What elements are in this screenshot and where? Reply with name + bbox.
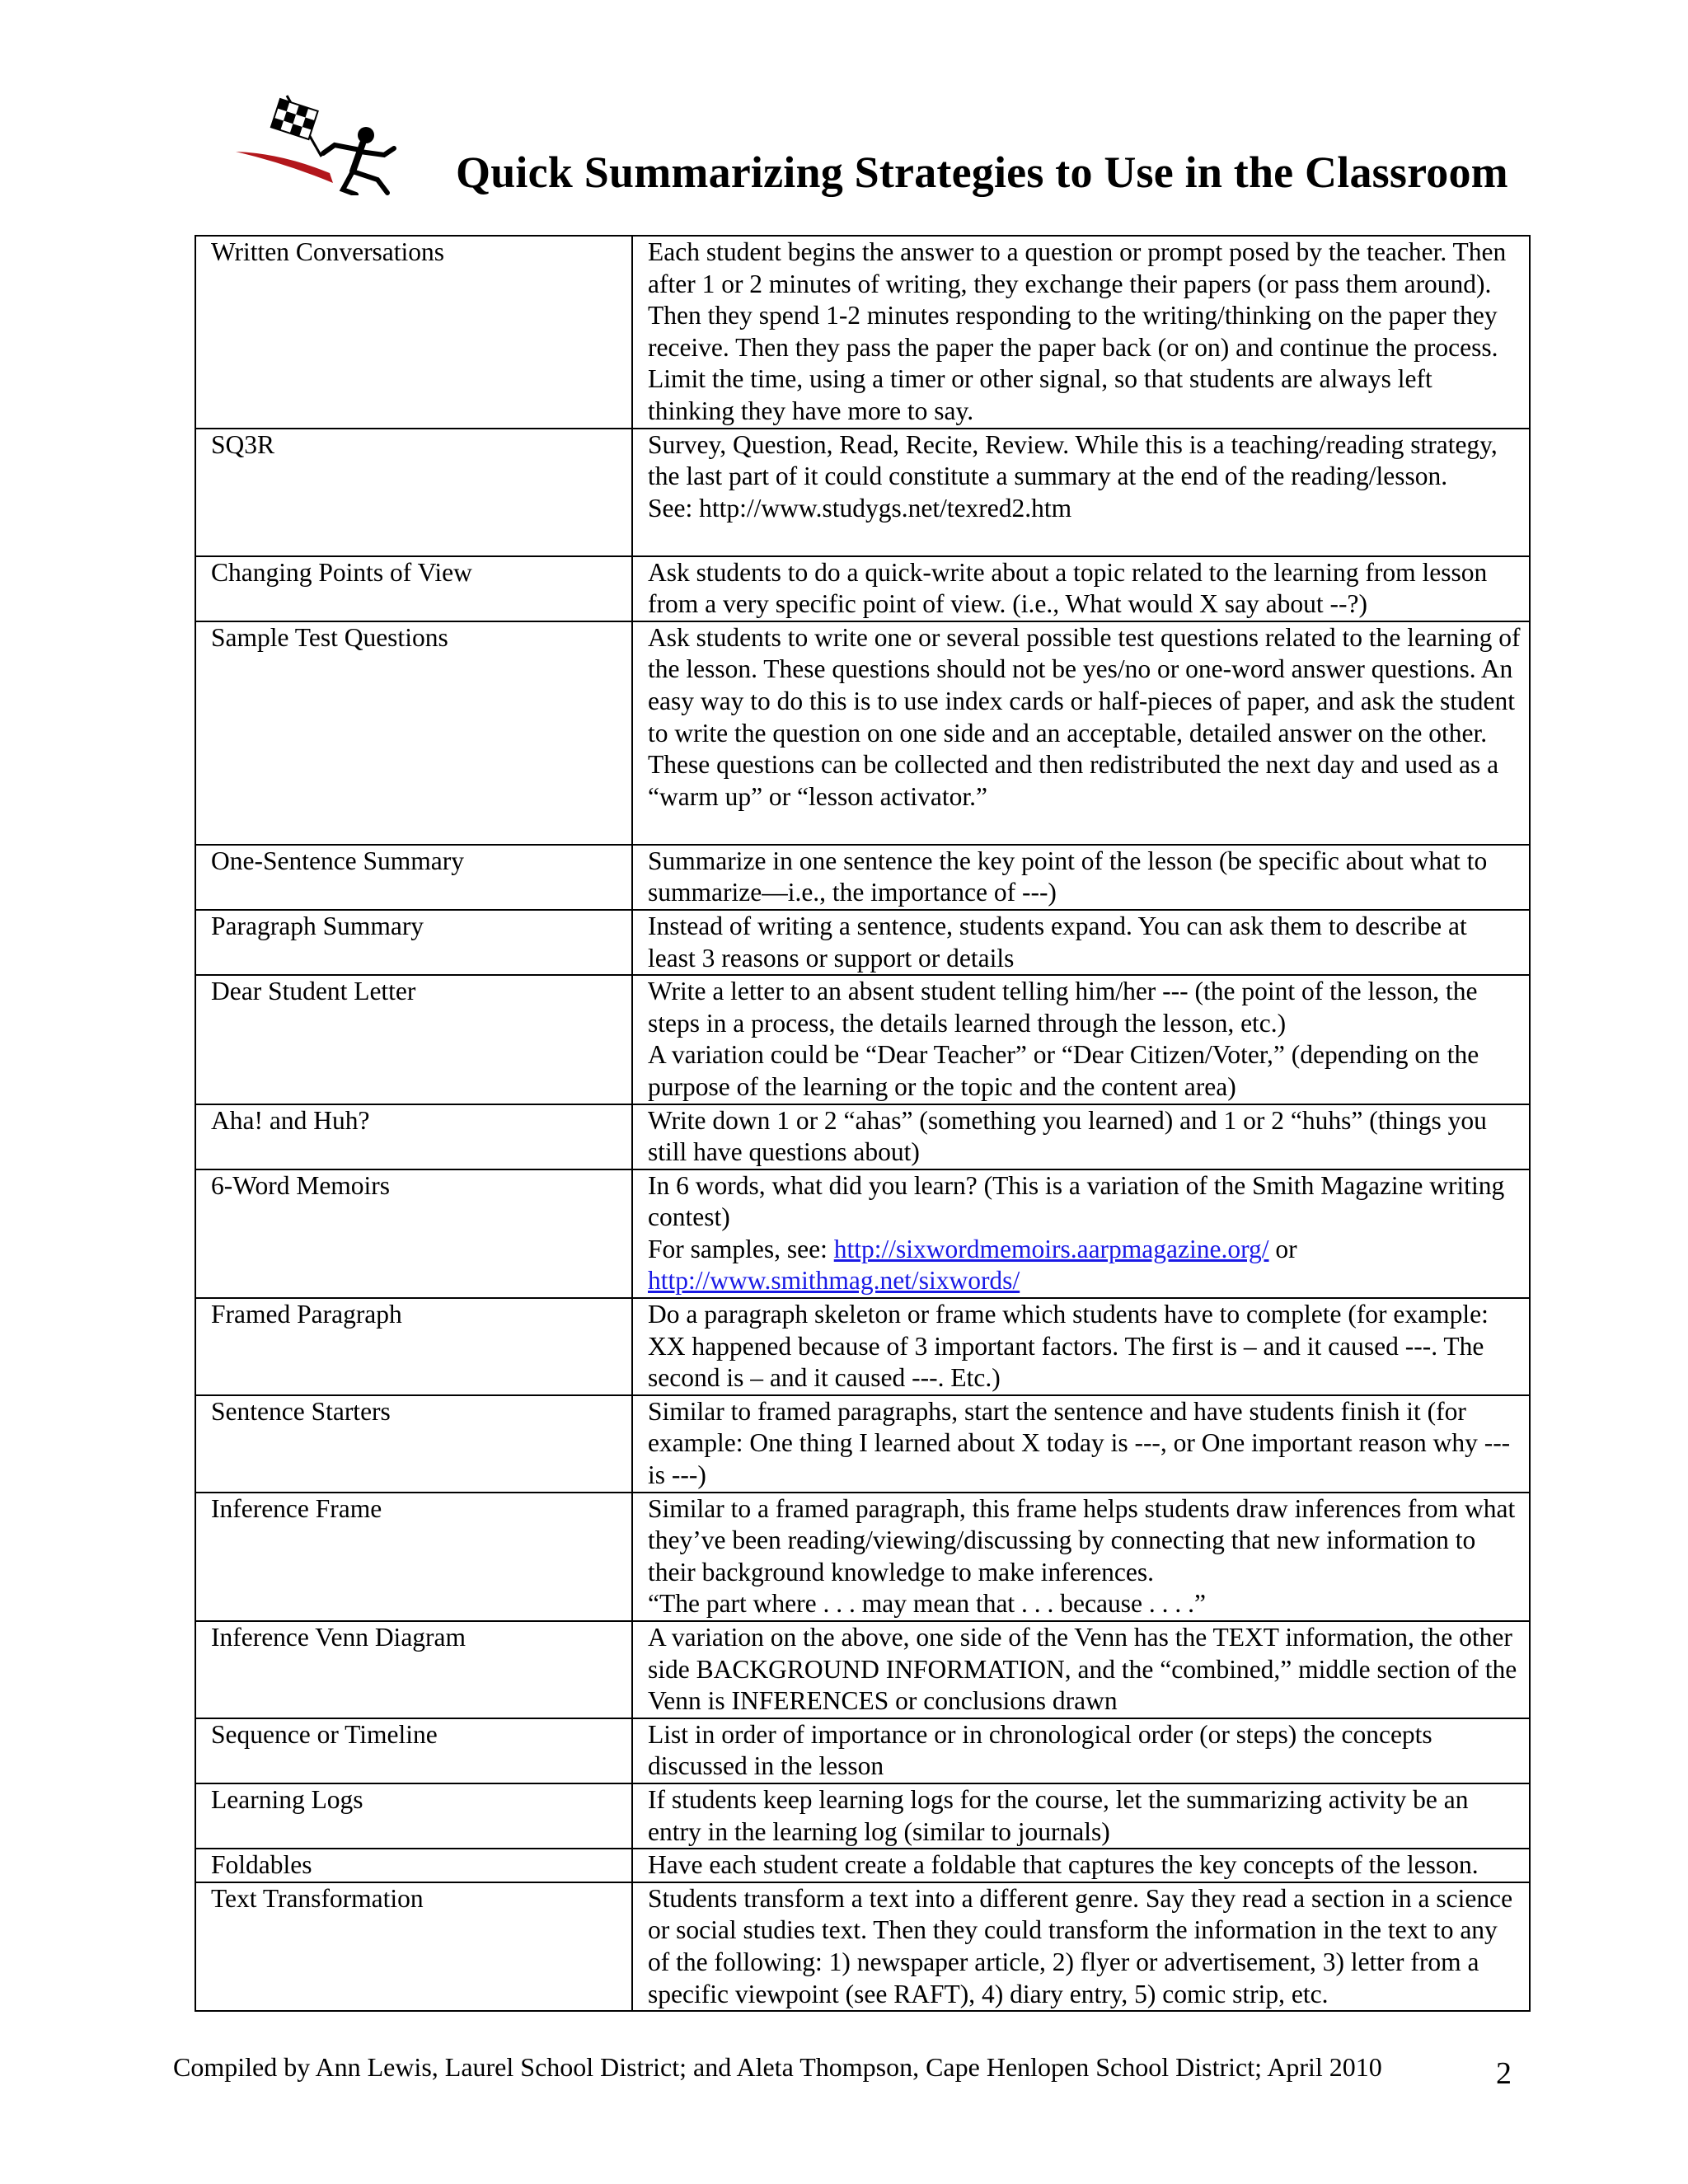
- strategy-description: [632, 429, 1530, 556]
- strategy-name: Learning Logs: [195, 1783, 632, 1849]
- strategy-name: Foldables: [195, 1849, 632, 1882]
- description-paragraph: Each student begins the answer to a question or prompt posed by the teacher. Then after 1 or 2 minutes of writing, they exchange their papers (or pass them around). Then they spend 1-2 minutes responding to the writing/thinking on the paper they receive. Then they pass the paper the paper back (or on) and continue the process. Limit the time, using a timer or other signal, so that students are always left thinking they have more to say.: [648, 237, 1507, 425]
- table-row: [195, 1621, 1530, 1718]
- strategy-description: [632, 845, 1530, 910]
- strategy-name: Sentence Starters: [195, 1395, 632, 1493]
- description-paragraph: Have each student create a foldable that captures the key concepts of the lesson.: [648, 1850, 1479, 1880]
- strategy-description: [632, 556, 1530, 621]
- strategy-name: One-Sentence Summary: [195, 845, 632, 910]
- description-paragraph: Students transform a text into a different genre. Say they read a section in a science or social studies text. Then they could transform the information in the text to any of the following: 1) newspaper article, 2) flyer or advertisement, 3) letter from a specific viewpoint (see RAFT), 4) diary entry, 5) comic strip, etc.: [648, 1883, 1513, 2008]
- strategy-name: Aha! and Huh?: [195, 1104, 632, 1169]
- strategy-description: [632, 621, 1530, 845]
- strategy-name: Inference Frame: [195, 1493, 632, 1621]
- description-paragraph: Ask students to write one or several possible test questions related to the learning of the lesson. These questions should not be yes/no or one-word answer questions. An easy way to do this is to use index cards or half-pieces of paper, and ask the student to write the question on one side and an acceptable, detailed answer on the other.: [648, 622, 1521, 748]
- strategy-description: [632, 1718, 1530, 1783]
- table-row: [195, 621, 1530, 845]
- description-paragraph: In 6 words, what did you learn? (This is a variation of the Smith Magazine writing contest): [648, 1170, 1505, 1232]
- strategy-name: 6-Word Memoirs: [195, 1169, 632, 1298]
- strategy-name: Sequence or Timeline: [195, 1718, 632, 1783]
- samples-prefix: For samples, see:: [648, 1234, 834, 1263]
- memoir-samples-line: [648, 1234, 1521, 1297]
- table-row: [195, 1882, 1530, 2011]
- strategy-description: [632, 975, 1530, 1104]
- checkered-flag-runner-logo: [232, 92, 410, 195]
- table-row: [195, 236, 1530, 429]
- strategy-description: [632, 1849, 1530, 1882]
- strategy-description: [632, 910, 1530, 975]
- strategy-description: [632, 1493, 1530, 1621]
- samples-connector: or: [1268, 1234, 1297, 1263]
- table-row: [195, 1718, 1530, 1783]
- smithmag-link[interactable]: http://www.smithmag.net/sixwords/: [648, 1266, 1020, 1296]
- strategy-name: Dear Student Letter: [195, 975, 632, 1104]
- description-paragraph: Write a letter to an absent student telling him/her --- (the point of the lesson, the steps in a process, the details learned through the lesson, etc.): [648, 977, 1478, 1038]
- footer-credit: Compiled by Ann Lewis, Laurel School District; and Aleta Thompson, Cape Henlopen School District; April 2010: [173, 2052, 1382, 2082]
- description-paragraph: List in order of importance or in chronological order (or steps) the concepts discussed in the lesson: [648, 1719, 1432, 1781]
- strategy-name: Written Conversations: [195, 236, 632, 429]
- strategy-description: [632, 1882, 1530, 2011]
- strategies-table: [195, 235, 1531, 2012]
- description-paragraph: Instead of writing a sentence, students expand. You can ask them to describe at least 3 reasons or support or details: [648, 911, 1467, 972]
- description-paragraph: Summarize in one sentence the key point of the lesson (be specific about what to summarize—i.e., the importance of ---): [648, 846, 1488, 907]
- description-paragraph: “The part where . . . may mean that . . . because . . . .”: [648, 1589, 1206, 1619]
- table-row: [195, 845, 1530, 910]
- description-paragraph: Do a paragraph skeleton or frame which students have to complete (for example: XX happened because of 3 important factors. The first is – and it caused ---. The second is – and it caused ---. Etc.): [648, 1300, 1489, 1393]
- table-row: [195, 1395, 1530, 1493]
- strategy-description: [632, 1783, 1530, 1849]
- description-paragraph: A variation could be “Dear Teacher” or “Dear Citizen/Voter,” (depending on the purpose of the learning or the topic and the content area): [648, 1040, 1479, 1101]
- strategy-name: Framed Paragraph: [195, 1298, 632, 1395]
- description-paragraph: Ask students to do a quick-write about a topic related to the learning from lesson from a very specific point of view. (i.e., What would X say about --?): [648, 557, 1488, 619]
- description-paragraph: Similar to a framed paragraph, this frame helps students draw inferences from what they’ve been reading/viewing/discussing by connecting that new information to their background knowledge to make inferences.: [648, 1493, 1516, 1586]
- table-row: [195, 1169, 1530, 1298]
- strategy-name: SQ3R: [195, 429, 632, 556]
- table-row: [195, 556, 1530, 621]
- page-title: Quick Summarizing Strategies to Use in the Classroom: [456, 148, 1508, 197]
- strategy-description: [632, 1169, 1530, 1298]
- table-row: [195, 1493, 1530, 1621]
- strategy-description: [632, 236, 1530, 429]
- description-paragraph: A variation on the above, one side of the Venn has the TEXT information, the other side BACKGROUND INFORMATION, and the “combined,” middle section of the Venn is INFERENCES or conclusions drawn: [648, 1623, 1517, 1716]
- strategy-description: [632, 1395, 1530, 1493]
- description-paragraph: These questions can be collected and then redistributed the next day and used as a “warm up” or “lesson activator.”: [648, 750, 1499, 811]
- description-paragraph: Write down 1 or 2 “ahas” (something you learned) and 1 or 2 “huhs” (things you still have questions about): [648, 1105, 1487, 1167]
- page-number: 2: [1496, 2056, 1512, 2091]
- table-row: [195, 1104, 1530, 1169]
- table-row: [195, 975, 1530, 1104]
- description-paragraph: Similar to framed paragraphs, start the sentence and have students finish it (for example: One thing I learned about X today is ---, or One important reason why --- is ---): [648, 1396, 1511, 1490]
- table-row: [195, 1849, 1530, 1882]
- strategy-description: [632, 1298, 1530, 1395]
- table-row: [195, 910, 1530, 975]
- strategy-name: Sample Test Questions: [195, 621, 632, 845]
- strategy-description: [632, 1621, 1530, 1718]
- table-row: [195, 1298, 1530, 1395]
- table-row: [195, 429, 1530, 556]
- strategy-description: [632, 1104, 1530, 1169]
- description-paragraph: Survey, Question, Read, Recite, Review. While this is a teaching/reading strategy, the last part of it could constitute a summary at the end of the reading/lesson.: [648, 429, 1498, 491]
- strategy-name: Paragraph Summary: [195, 910, 632, 975]
- strategy-name: Inference Venn Diagram: [195, 1621, 632, 1718]
- description-paragraph: If students keep learning logs for the course, let the summarizing activity be an entry in the learning log (similar to journals): [648, 1784, 1469, 1846]
- table-row: [195, 1783, 1530, 1849]
- strategy-name: Text Transformation: [195, 1882, 632, 2011]
- strategies-table-body: [195, 236, 1530, 2011]
- strategy-name: Changing Points of View: [195, 556, 632, 621]
- sixwordmemoirs-link[interactable]: http://sixwordmemoirs.aarpmagazine.org/: [833, 1234, 1269, 1263]
- description-paragraph: See: http://www.studygs.net/texred2.htm: [648, 493, 1072, 523]
